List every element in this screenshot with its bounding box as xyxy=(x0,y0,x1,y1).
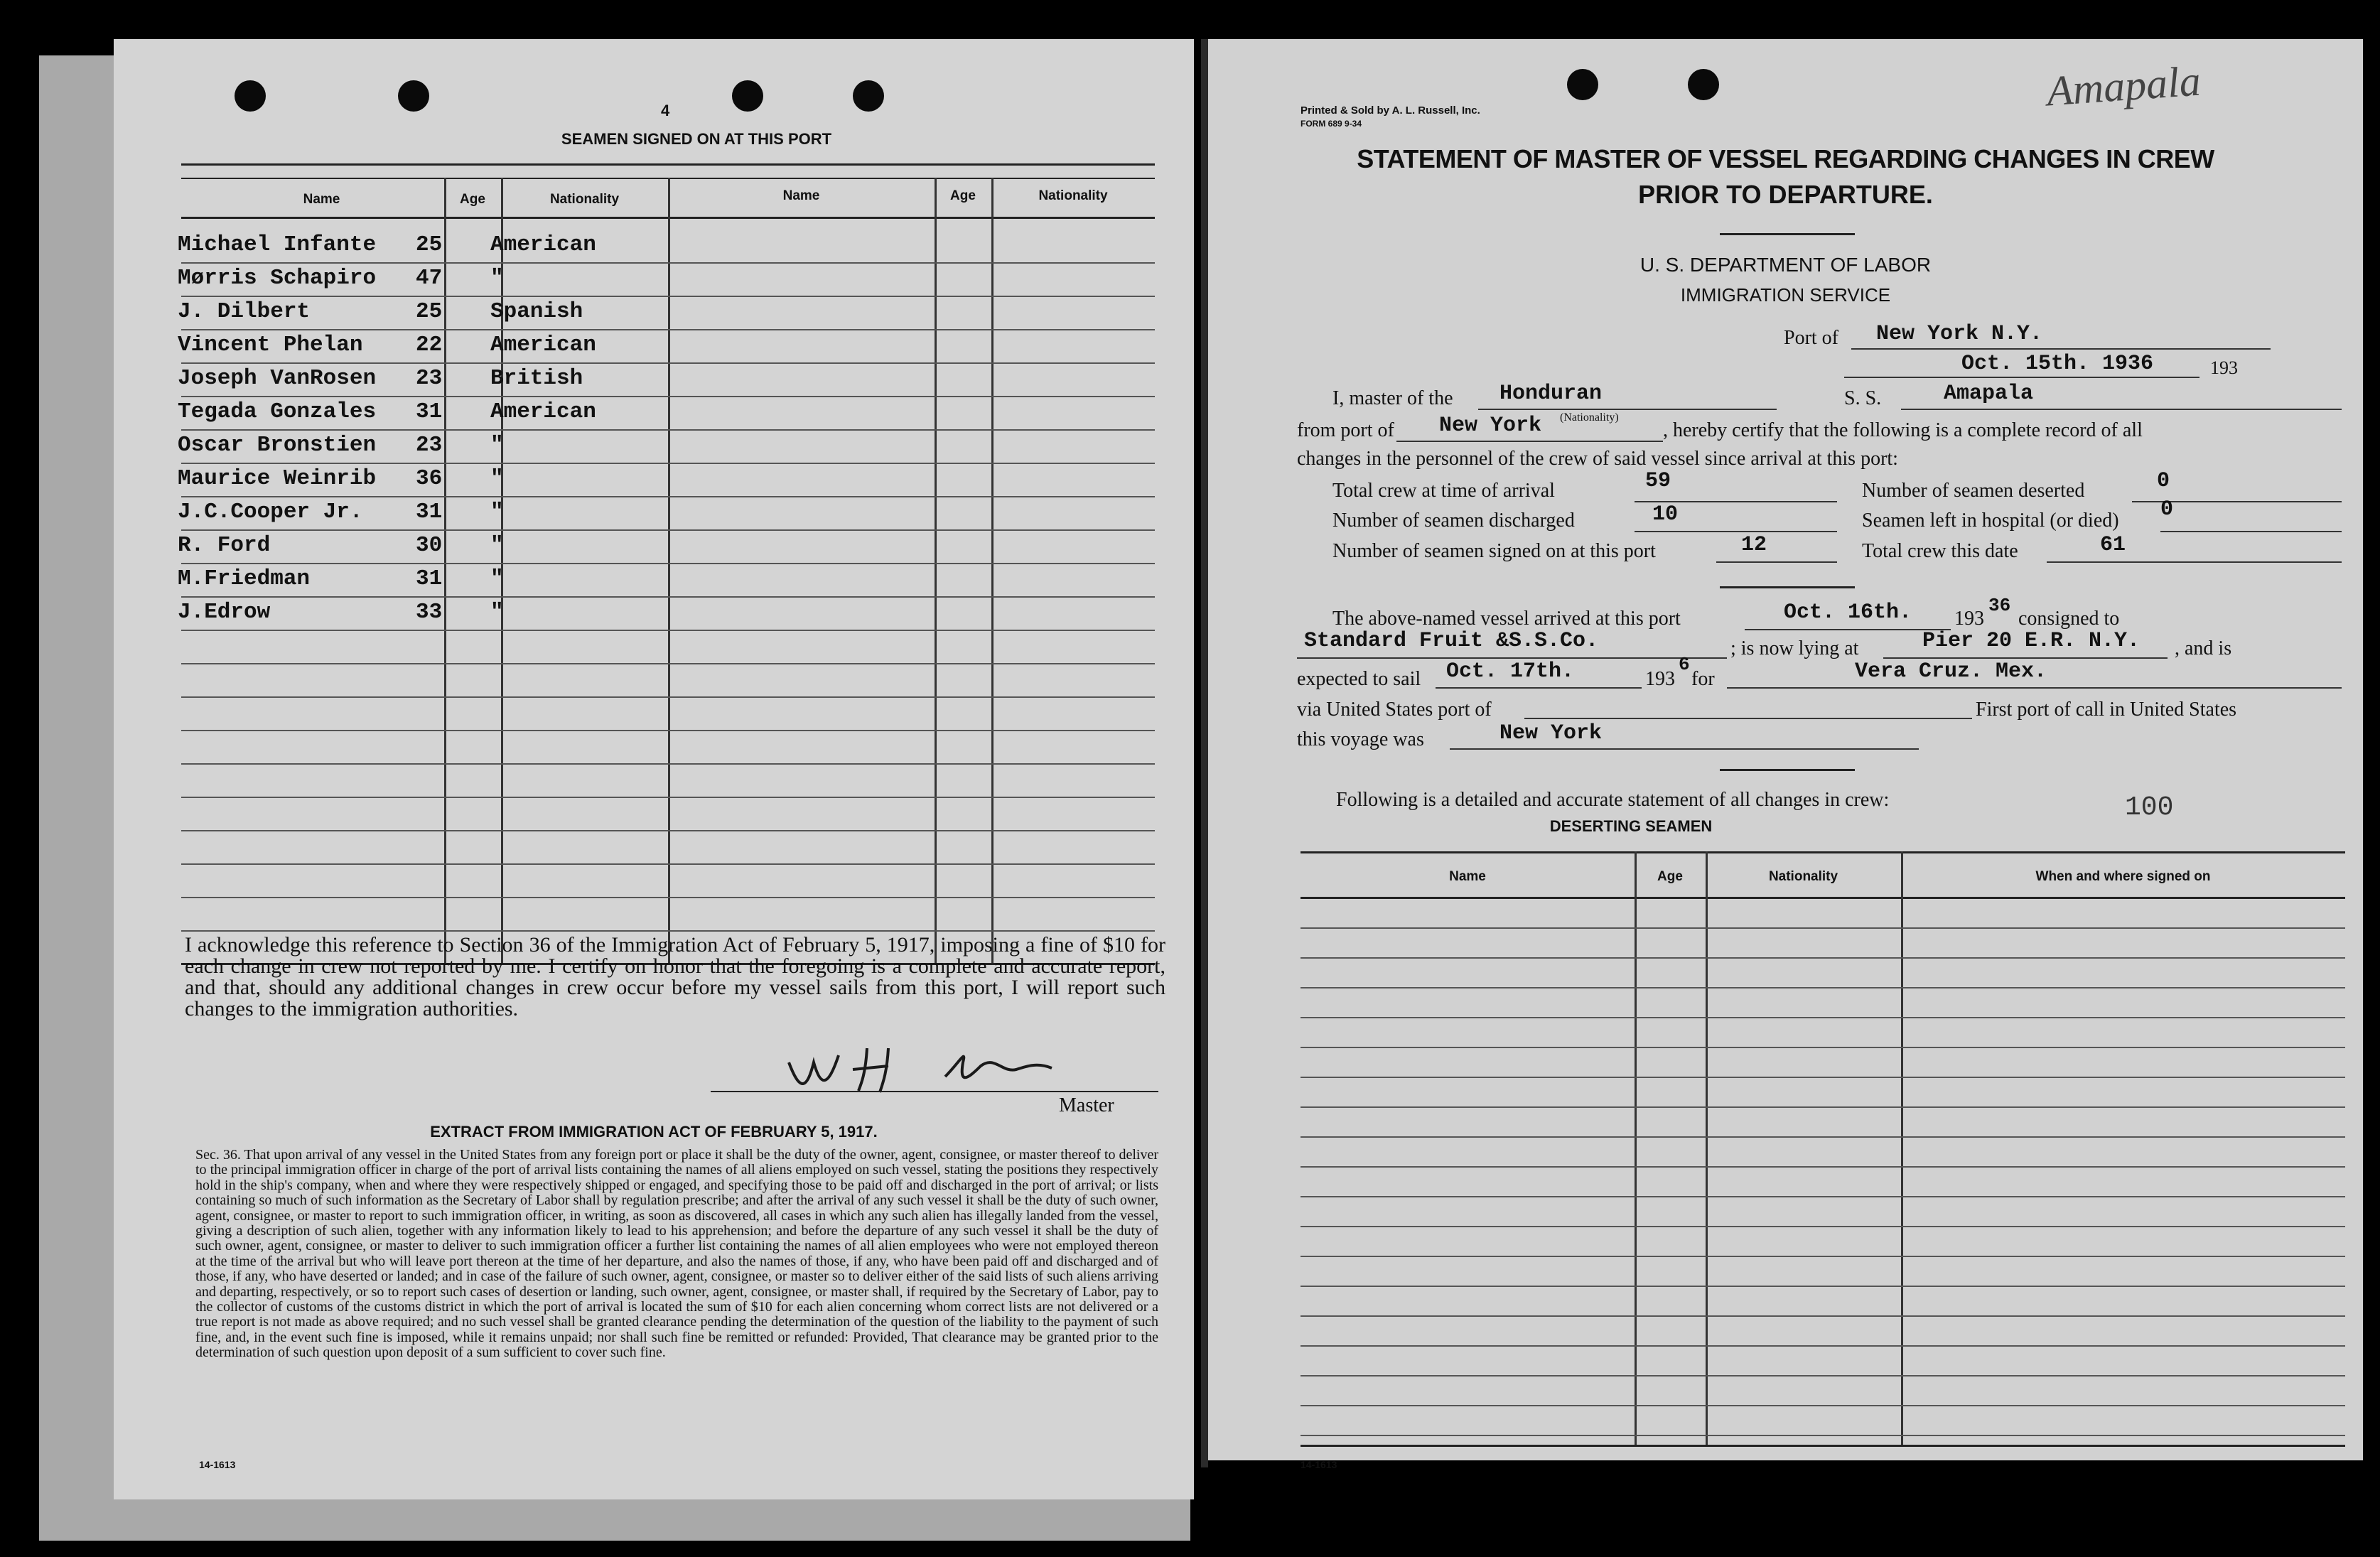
port-of-label: Port of xyxy=(1784,327,1838,349)
department-name: U. S. DEPARTMENT OF LABOR xyxy=(1639,254,1932,276)
underline xyxy=(1883,657,2168,659)
crew-age: 30 xyxy=(416,533,443,558)
deserting-col-signed-on: When and where signed on xyxy=(2035,869,2211,884)
row-rule xyxy=(181,329,1155,330)
certify-text: , hereby certify that the following is a complete record of all xyxy=(1663,419,2143,441)
punch-hole xyxy=(1567,69,1598,100)
crew-nationality: " xyxy=(490,433,504,458)
statement-subtitle: PRIOR TO DEPARTURE. xyxy=(1638,180,1933,209)
row-rule xyxy=(1301,927,2345,929)
row-rule xyxy=(1301,1315,2345,1317)
deserted-label: Number of seamen deserted xyxy=(1862,480,2085,502)
row-rule xyxy=(181,396,1155,397)
crew-age: 25 xyxy=(416,299,443,324)
first-port-label: First port of call in United States xyxy=(1976,699,2237,721)
underline xyxy=(1635,531,1837,532)
row-rule xyxy=(1301,1166,2345,1168)
underline xyxy=(1524,718,1972,719)
expected-label: expected to sail xyxy=(1297,668,1421,690)
underline xyxy=(1478,409,1777,410)
hospital-label: Seamen left in hospital (or died) xyxy=(1862,510,2119,532)
right-page xyxy=(1208,39,2363,1470)
acknowledgement-text: I acknowledge this reference to Section 36 of the Immigration Act of February 5, 1917, imposing a fine of $10 for each change in crew not reported by me. I certify on honor that the foregoing is a complete and accurate report, and that, should any additional changes in crew occur before my vessel sails from this port, I will report such changes to the immigration authorities. xyxy=(185,933,1165,1020)
crew-age: 25 xyxy=(416,232,443,257)
expected-value: Oct. 17th. xyxy=(1446,659,1575,684)
nationality-label: (Nationality) xyxy=(1560,411,1619,424)
divider xyxy=(1720,769,1855,771)
underline xyxy=(1716,561,1837,563)
crew-nationality: " xyxy=(490,533,504,558)
via-label: via United States port of xyxy=(1297,699,1492,721)
total-crew-date-label: Total crew this date xyxy=(1862,540,2018,562)
crew-name: Tegada Gonzales xyxy=(178,399,377,424)
voyage-value: New York xyxy=(1499,721,1603,745)
seamen-signed-title: SEAMEN SIGNED ON AT THIS PORT xyxy=(561,130,832,148)
form-number: FORM 689 9-34 xyxy=(1301,119,1362,129)
crew-nationality: " xyxy=(490,600,504,625)
row-rule xyxy=(1301,987,2345,988)
hospital-value: 0 xyxy=(2160,497,2174,522)
destination-value: Vera Cruz. Mex. xyxy=(1855,659,2047,684)
underline xyxy=(1396,441,1663,442)
total-crew-date-value: 61 xyxy=(2100,533,2126,557)
crew-nationality: American xyxy=(490,333,596,357)
punch-hole xyxy=(853,80,884,112)
signature-line xyxy=(711,1091,1158,1092)
col-header-age: Age xyxy=(460,192,485,207)
master-label: Master xyxy=(1059,1094,1114,1116)
punch-hole xyxy=(235,80,266,112)
row-rule xyxy=(181,596,1155,598)
arrived-label: The above-named vessel arrived at this port xyxy=(1332,608,1681,630)
row-rule xyxy=(181,763,1155,765)
crew-age: 31 xyxy=(416,500,443,524)
master-signature xyxy=(782,1034,1094,1098)
row-rule xyxy=(181,930,1155,932)
crew-age: 36 xyxy=(416,466,443,491)
crew-name: Oscar Bronstien xyxy=(178,433,377,458)
row-rule xyxy=(181,696,1155,698)
col-header-nationality-2: Nationality xyxy=(1038,188,1108,203)
col-divider xyxy=(1901,851,1903,1445)
sail-year-value: 6 xyxy=(1679,654,1690,675)
crew-name: R. Ford xyxy=(178,533,271,558)
row-rule xyxy=(1301,1136,2345,1138)
row-rule xyxy=(181,362,1155,364)
deserting-table-top xyxy=(1301,851,2345,853)
from-port-label: from port of xyxy=(1297,419,1394,441)
deserting-title: DESERTING SEAMEN xyxy=(1549,817,1713,835)
following-text: Following is a detailed and accurate statement of all changes in crew: xyxy=(1336,789,1890,811)
row-rule xyxy=(1301,1375,2345,1376)
crew-age: 23 xyxy=(416,433,443,458)
divider xyxy=(1720,233,1855,235)
master-of-label: I, master of the xyxy=(1332,387,1453,409)
crew-age: 31 xyxy=(416,566,443,591)
consigned-label: consigned to xyxy=(2018,608,2120,630)
underline xyxy=(1436,687,1642,689)
crew-age: 22 xyxy=(416,333,443,357)
extract-title: EXTRACT FROM IMMIGRATION ACT OF FEBRUARY 5, 1917. xyxy=(430,1123,878,1141)
page-number: 4 xyxy=(661,102,670,119)
crew-nationality: American xyxy=(490,399,596,424)
crew-name: Joseph VanRosen xyxy=(178,366,377,391)
row-rule xyxy=(181,630,1155,631)
crew-nationality: " xyxy=(490,466,504,491)
row-rule xyxy=(181,262,1155,264)
crew-nationality: " xyxy=(490,500,504,524)
binding-spine xyxy=(1201,39,1208,1467)
crew-age: 33 xyxy=(416,600,443,625)
handwritten-note: Amapala xyxy=(2045,57,2202,115)
crew-name: J.C.Cooper Jr. xyxy=(178,500,363,524)
form-code: 14-1613 xyxy=(1301,1459,1337,1470)
crew-name: Michael Infante xyxy=(178,232,377,257)
row-rule xyxy=(1301,1226,2345,1227)
crew-name: M.Friedman xyxy=(178,566,311,591)
divider xyxy=(1720,586,1855,588)
row-rule xyxy=(181,797,1155,798)
deserting-col-nationality: Nationality xyxy=(1768,869,1838,884)
total-crew-arrival-value: 59 xyxy=(1645,469,1671,493)
deserted-value: 0 xyxy=(2157,469,2170,493)
discharged-label: Number of seamen discharged xyxy=(1332,510,1575,532)
row-rule xyxy=(181,730,1155,731)
crew-age: 23 xyxy=(416,366,443,391)
underline xyxy=(1901,409,2342,410)
nationality-value: Honduran xyxy=(1499,382,1603,406)
discharged-value: 10 xyxy=(1652,502,1679,527)
underline xyxy=(2160,531,2342,532)
underline xyxy=(1844,377,2199,378)
crew-age: 47 xyxy=(416,266,443,291)
col-header-nationality: Nationality xyxy=(549,192,620,207)
crew-name: Vincent Phelan xyxy=(178,333,363,357)
arrived-year-value: 36 xyxy=(1988,595,2011,616)
arrived-year-prefix: 193 xyxy=(1954,608,1984,630)
for-label: for xyxy=(1691,668,1715,690)
punch-hole xyxy=(1688,69,1719,100)
crew-age: 31 xyxy=(416,399,443,424)
changes-text: changes in the personnel of the crew of said vessel since arrival at this port: xyxy=(1297,448,1898,470)
row-rule xyxy=(181,496,1155,497)
row-rule xyxy=(181,463,1155,464)
row-rule xyxy=(1301,1106,2345,1108)
col-header-name: Name xyxy=(303,192,340,207)
stamp-number: 100 xyxy=(2125,792,2174,823)
row-rule xyxy=(181,429,1155,431)
row-rule xyxy=(1301,1047,2345,1048)
and-is-label: , and is xyxy=(2175,637,2232,659)
underline xyxy=(1745,629,1951,630)
deserting-col-age: Age xyxy=(1657,869,1683,884)
printer-line: Printed & Sold by A. L. Russell, Inc. xyxy=(1301,104,1480,117)
crew-nationality: British xyxy=(490,366,583,391)
punch-hole xyxy=(732,80,763,112)
col-header-name-2: Name xyxy=(782,188,820,203)
service-name: IMMIGRATION SERVICE xyxy=(1680,284,1891,306)
row-rule xyxy=(181,563,1155,564)
statement-title: STATEMENT OF MASTER OF VESSEL REGARDING CHANGES IN CREW xyxy=(1357,144,2214,173)
row-rule xyxy=(181,529,1155,531)
consignee-value: Standard Fruit &S.S.Co. xyxy=(1304,629,1599,653)
left-page xyxy=(114,39,1194,1499)
deserting-table-bottom xyxy=(1301,1445,2345,1447)
row-rule xyxy=(1301,1017,2345,1018)
col-divider xyxy=(1706,851,1708,1445)
underline xyxy=(1851,348,2271,350)
form-code: 14-1613 xyxy=(199,1459,236,1470)
row-rule xyxy=(181,663,1155,664)
crew-name: Mørris Schapiro xyxy=(178,266,377,291)
crew-nationality: American xyxy=(490,232,596,257)
crew-name: J.Edrow xyxy=(178,600,271,625)
port-of-value: New York N.Y. xyxy=(1876,322,2043,346)
lying-value: Pier 20 E.R. N.Y. xyxy=(1922,629,2141,653)
deserting-table-header-bottom xyxy=(1301,897,2345,899)
row-rule xyxy=(1301,1405,2345,1406)
col-header-age-2: Age xyxy=(950,188,976,203)
row-rule xyxy=(1301,957,2345,959)
table-top-rule xyxy=(181,163,1155,166)
row-rule xyxy=(181,830,1155,831)
col-divider xyxy=(1635,851,1637,1445)
row-rule xyxy=(181,296,1155,297)
extract-text: Sec. 36. That upon arrival of any vessel in the United States from any foreign port or place it shall be the duty of the owner, agent, consignee, or master thereof to deliver to the principal immigration officer in charge of the port of arrival lists containing the names of all aliens employed on such vessel, stating the positions they respectively hold in the ship's company, when and where they were respectively shipped or engaged, and specifying those to be paid off and discharged in the port of arrival; or lists containing so much of such information as the Secretary of Labor shall by regulation prescribe; and after the arrival of any such vessel it shall be the duty of such owner, agent, consignee, or master to report to such immigration officer, in writing, as soon as discovered, all cases in which any such alien has illegally landed from the vessel, giving a description of such alien, together with any information likely to lead to his apprehension; and before the departure of any such vessel it shall be the duty of such owner, agent, consignee, or master to deliver to such immigration officer a further list containing the names of all alien employees who were not employed thereon at the time of the arrival but who will leave port thereon at the time of her departure, and also the names of those, if any, who have been paid off and discharged and of those, if any, who have deserted or landed; and in case of the failure of such owner, agent, consignee, or master so to deliver either of the said lists of such aliens arriving and departing, respectively, or so to report such cases of desertion or landing, such owner, agent, consignee, or master shall, if required by the Secretary of Labor, pay to the collector of customs of the customs district in which the port of arrival is located the sum of $10 for each alien concerning whom correct lists are not delivered or a true report is not made as above required; and no such vessel shall be granted clearance pending the determination of the question of the liability to the payment of such fine, and, in the event such fine is imposed, while it remains unpaid; nor shall such fine be remitted or refunded: Provided, That clearance may be granted prior to the determination of such question upon deposit of a sum sufficient to cover such fine. xyxy=(195,1147,1158,1361)
row-rule xyxy=(1301,1077,2345,1078)
lying-label: ; is now lying at xyxy=(1730,637,1859,659)
row-rule xyxy=(1301,1345,2345,1347)
crew-name: J. Dilbert xyxy=(178,299,311,324)
row-rule xyxy=(1301,1286,2345,1287)
underline xyxy=(1297,657,1727,659)
date-suffix: 193 xyxy=(2210,357,2238,378)
row-rule xyxy=(1301,1435,2345,1436)
sail-year-prefix: 193 xyxy=(1645,668,1675,690)
underline xyxy=(1450,748,1919,750)
arrived-value: Oct. 16th. xyxy=(1784,600,1912,625)
signed-on-value: 12 xyxy=(1741,533,1767,557)
underline xyxy=(1727,687,2342,689)
crew-nationality: Spanish xyxy=(490,299,583,324)
ss-label: S. S. xyxy=(1844,387,1882,409)
voyage-label: this voyage was xyxy=(1297,728,1424,750)
crew-nationality: " xyxy=(490,266,504,291)
row-rule xyxy=(1301,1196,2345,1197)
deserting-col-name: Name xyxy=(1449,869,1486,884)
crew-nationality: " xyxy=(490,566,504,591)
punch-hole xyxy=(398,80,429,112)
row-rule xyxy=(1301,1256,2345,1257)
ship-name-value: Amapala xyxy=(1944,382,2034,406)
date-value: Oct. 15th. 1936 xyxy=(1961,352,2154,376)
row-rule xyxy=(181,863,1155,865)
total-crew-arrival-label: Total crew at time of arrival xyxy=(1332,480,1555,502)
from-port-value: New York xyxy=(1439,414,1542,438)
crew-name: Maurice Weinrib xyxy=(178,466,377,491)
row-rule xyxy=(181,897,1155,898)
underline xyxy=(2047,561,2342,563)
signed-on-label: Number of seamen signed on at this port xyxy=(1332,540,1656,562)
